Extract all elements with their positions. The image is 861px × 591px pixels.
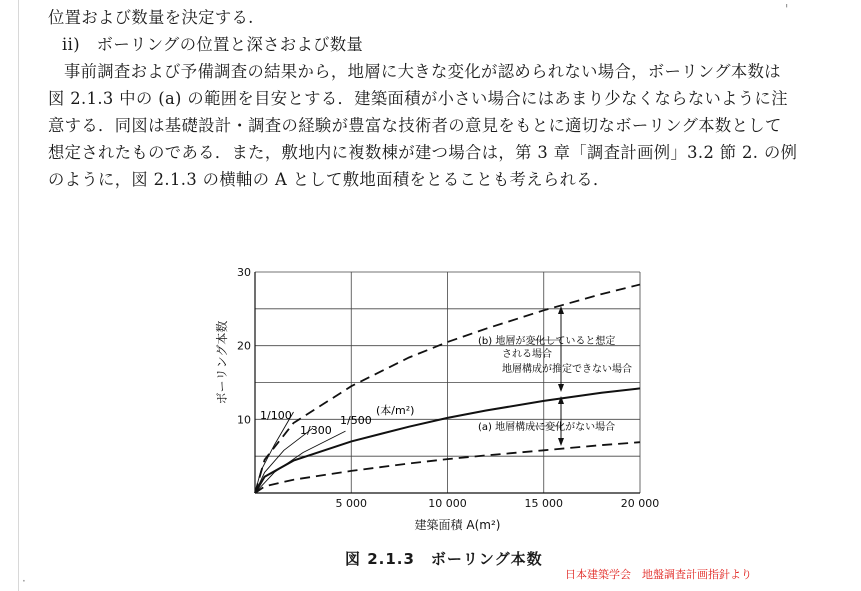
- series-a-label: (a) 地層構成に変化がない場合: [478, 422, 616, 433]
- margin-mark: ': [785, 2, 789, 16]
- margin-mark: ·: [22, 574, 26, 588]
- x-tick-label: 15 000: [524, 497, 563, 510]
- chart-axes: [214, 266, 659, 532]
- y-tick-label: 10: [237, 413, 251, 427]
- x-tick-label: 10 000: [428, 497, 467, 510]
- x-tick-label: 5 000: [335, 497, 367, 510]
- paragraph-line: 事前調査および予備調査の結果から，地層に大きな変化が認められない場合，ボーリング本数は: [64, 62, 781, 81]
- unit-label: (本/m²): [376, 404, 415, 417]
- range-arrowhead-a-bottom: [558, 438, 564, 446]
- y-tick-label: 20: [237, 339, 251, 353]
- body-text: [48, 4, 848, 193]
- slope-label-1-100: 1/100: [260, 409, 292, 422]
- range-arrowhead-b-top: [558, 306, 564, 314]
- series-b-label-2: される場合: [502, 349, 552, 360]
- paragraph-line: のように，図 2.1.3 の横軸の A として敷地面積をとることも考えられる．: [48, 170, 610, 189]
- text-line-1: 位置および数量を決定する.: [48, 8, 254, 27]
- range-arrowhead-b-bottom: [558, 384, 564, 392]
- chart-annotations: [260, 306, 632, 446]
- paragraph-line: 意する．同図は基礎設計・調査の経験が豊富な技術者の意見をもとに適切なボーリング本数として: [48, 116, 782, 135]
- y-axis-title: ボーリング本数: [215, 320, 229, 405]
- x-axis-title: 建築面積 A(m²): [414, 518, 501, 532]
- slope-label-1-300: 1/300: [300, 424, 332, 437]
- section-heading: ii) ボーリングの位置と深さおよび数量: [62, 35, 364, 54]
- figure-caption: 図 2.1.3 ボーリング本数: [345, 550, 543, 568]
- x-tick-label: 20 000: [620, 497, 660, 510]
- paragraph-line: 想定されたものである．また，敷地内に複数棟が建つ場合は，第 3 章「調査計画例」3.2 節 2. の例: [48, 143, 798, 162]
- paragraph-line: 図 2.1.3 中の (a) の範囲を目安とする．建築面積が小さい場合にはあまり少なくならないように注: [48, 89, 788, 108]
- series-b-label-1: (b) 地層が変化していると想定: [478, 336, 616, 347]
- series-b-label-3: 地層構成が推定できない場合: [502, 364, 632, 375]
- boring-count-chart: [200, 262, 670, 540]
- figure-credit: 日本建築学会 地盤調査計画指針より: [565, 568, 752, 581]
- page-edge-line: [18, 0, 19, 591]
- series-line-6: [255, 431, 346, 493]
- y-tick-label: 30: [237, 266, 251, 279]
- slope-label-1-500: 1/500: [340, 414, 372, 427]
